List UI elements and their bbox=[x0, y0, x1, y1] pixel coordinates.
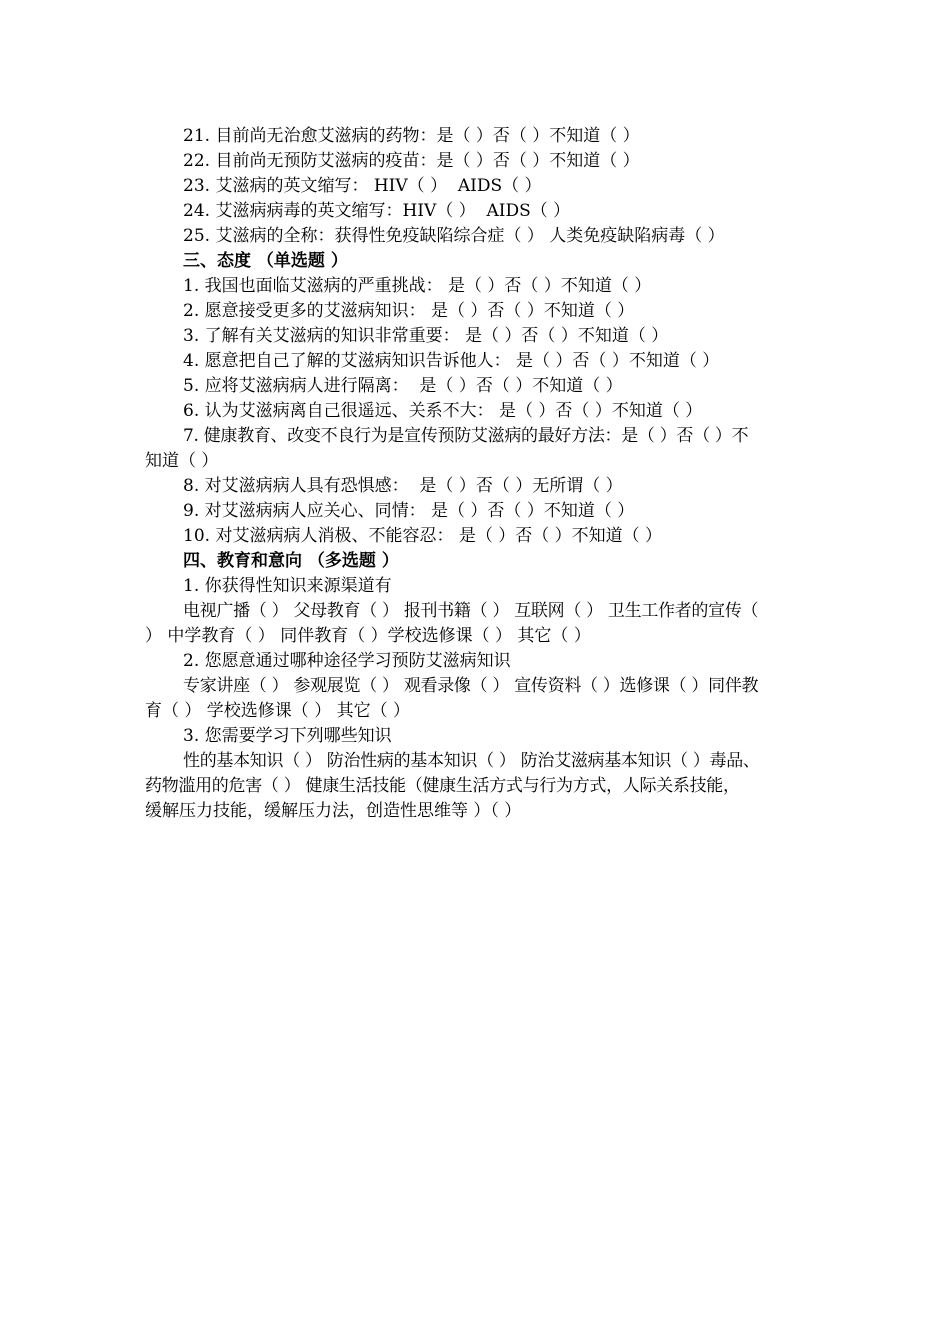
education-question-3: 3. 您需要学习下列哪些知识 bbox=[183, 726, 392, 746]
attitude-question-3: 3. 了解有关艾滋病的知识非常重要： 是（ ）否（ ）不知道（ ） bbox=[183, 326, 669, 346]
attitude-question-8: 8. 对艾滋病病人具有恐惧感： 是（ ）否（ ）无所谓（ ） bbox=[183, 476, 623, 496]
education-question-3-options: 性的基本知识（ ） 防治性病的基本知识（ ） 防治艾滋病基本知识（ ）毒品、 bbox=[183, 751, 760, 771]
education-question-1-options-continued: ） 中学教育（ ） 同伴教育（ ）学校选修课（ ） 其它（ ） bbox=[145, 626, 591, 646]
attitude-question-1: 1. 我国也面临艾滋病的严重挑战： 是（ ）否（ ）不知道（ ） bbox=[183, 276, 652, 296]
questionnaire-body bbox=[145, 124, 813, 824]
education-question-2-options-continued: 育（ ） 学校选修课（ ） 其它（ ） bbox=[145, 701, 411, 721]
question-24: 24. 艾滋病病毒的英文缩写：HIV（ ） AIDS（ ） bbox=[183, 201, 571, 221]
attitude-question-2: 2. 愿意接受更多的艾滋病知识： 是（ ）否（ ）不知道（ ） bbox=[183, 301, 635, 321]
question-23: 23. 艾滋病的英文缩写： HIV（ ） AIDS（ ） bbox=[183, 176, 542, 196]
attitude-question-7: 7. 健康教育、改变不良行为是宣传预防艾滋病的最好方法：是（ ）否（ ）不 bbox=[183, 426, 749, 446]
attitude-question-9: 9. 对艾滋病病人应关心、同情： 是（ ）否（ ）不知道（ ） bbox=[183, 501, 635, 521]
attitude-question-4: 4. 愿意把自己了解的艾滋病知识告诉他人： 是（ ）否（ ）不知道（ ） bbox=[183, 351, 720, 371]
attitude-question-10: 10. 对艾滋病病人消极、不能容忍： 是（ ）否（ ）不知道（ ） bbox=[183, 526, 663, 546]
education-question-2-options: 专家讲座（ ） 参观展览（ ） 观看录像（ ） 宣传资料（ ）选修课（ ）同伴教 bbox=[183, 676, 759, 696]
education-question-2: 2. 您愿意通过哪种途径学习预防艾滋病知识 bbox=[183, 651, 511, 671]
question-25: 25. 艾滋病的全称：获得性免疫缺陷综合症（ ） 人类免疫缺陷病毒（ ） bbox=[183, 226, 725, 246]
education-question-1-options: 电视广播（ ） 父母教育（ ） 报刊书籍（ ） 互联网（ ） 卫生工作者的宣传（ bbox=[183, 601, 759, 621]
section-heading-attitude: 三、态度 （单选题 ） bbox=[183, 251, 348, 271]
question-22: 22. 目前尚无预防艾滋病的疫苗：是（ ）否（ ）不知道（ ） bbox=[183, 151, 640, 171]
education-question-1: 1. 你获得性知识来源渠道有 bbox=[183, 576, 392, 596]
section-heading-education: 四、教育和意向 （多选题 ） bbox=[183, 551, 399, 571]
attitude-question-6: 6. 认为艾滋病离自己很遥远、关系不大： 是（ ）否（ ）不知道（ ） bbox=[183, 401, 703, 421]
education-question-3-options-continued: 药物滥用的危害（ ） 健康生活技能（健康生活方式与行为方式，人际关系技能， bbox=[145, 776, 740, 796]
education-question-3-options-end: 缓解压力技能，缓解压力法，创造性思维等 ）（ ） bbox=[145, 801, 522, 821]
attitude-question-5: 5. 应将艾滋病病人进行隔离： 是（ ）否（ ）不知道（ ） bbox=[183, 376, 623, 396]
question-21: 21. 目前尚无治愈艾滋病的药物：是（ ）否（ ）不知道（ ） bbox=[183, 126, 640, 146]
attitude-question-7-continued: 知道（ ） bbox=[145, 451, 219, 471]
